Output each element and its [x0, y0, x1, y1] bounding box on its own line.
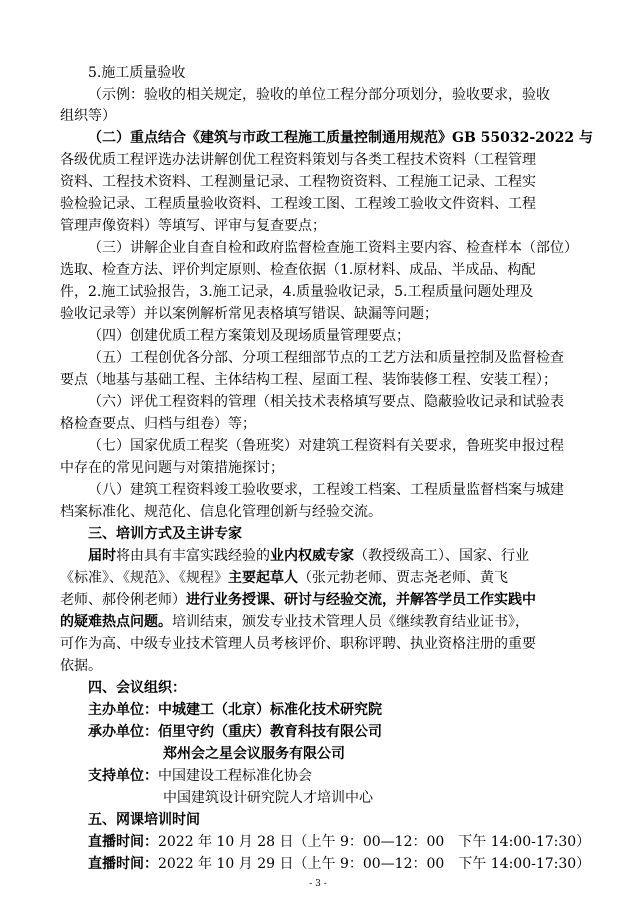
schedule-value: 2022 年 10 月 28 日（上午 9：00—12：00 下午 14:00-17:30）: [158, 834, 591, 850]
paragraph-line: （五）工程创优各分部、分项工程细部节点的工艺方法和质量控制及监督检查: [88, 350, 564, 366]
text-run: （教授级高工）、国家、行业: [354, 548, 529, 564]
paragraph-line: 要点（地基与基础工程、主体结构工程、屋面工程、装饰装修工程、安装工程）；: [60, 372, 557, 388]
organizer-value: 中城建工（北京）标准化技术研究院: [158, 702, 382, 718]
organizer-value-continued: 中国建筑设计研究院人才培训中心: [163, 790, 373, 806]
organizer-label: 支持单位：: [88, 768, 158, 784]
paragraph-line: 格检查要点、归档与组卷）等；: [60, 416, 256, 432]
paragraph-line: 验检验记录、工程质量验收资料、工程竣工图、工程竣工验收文件资料、工程: [60, 196, 536, 212]
paragraph-line: [60, 590, 550, 610]
organizer-value: 中国建设工程标准化协会: [158, 768, 312, 784]
paragraph-line: 管理声像资料）等填写、评审与复查要点；: [60, 218, 326, 234]
schedule-label: 直播时间：: [88, 856, 158, 872]
text-run: （张元勃老师、贾志尧老师、黄飞: [298, 570, 508, 586]
section-three-heading: 三、培训方式及主讲专家: [88, 526, 242, 542]
paragraph-line: 组织等）: [60, 108, 116, 124]
organizer-row: [88, 766, 578, 786]
schedule-row: [88, 854, 591, 874]
text-run: 具有丰富实践经验的: [144, 548, 270, 564]
organizer-row: [88, 722, 578, 742]
paragraph-line: 档案标准化、规范化、信息化管理创新与经验交流。: [60, 504, 382, 520]
paragraph-line: （三）讲解企业自查自检和政府监督检查施工资料主要内容、检查样本（部位）: [88, 240, 578, 256]
paragraph-line: 各级优质工程评选办法讲解创优工程资料策划与各类工程技术资料（工程管理: [60, 152, 536, 168]
paragraph-line: [88, 546, 578, 566]
paragraph-line: （四）创建优质工程方案策划及现场质量管理要点；: [88, 328, 410, 344]
text-run: 届时: [88, 548, 116, 564]
page-number: - 3 -: [309, 879, 327, 889]
paragraph-line: 资料、工程技术资料、工程测量记录、工程物资资料、工程施工记录、工程实: [60, 174, 536, 190]
section-two-heading: （二）重点结合《建筑与市政工程施工质量控制通用规范》GB 55032-2022 与: [88, 130, 594, 146]
text-run: 的疑难热点问题。: [60, 614, 172, 630]
organizer-label: 承办单位：: [88, 724, 158, 740]
schedule-label: 直播时间：: [88, 834, 158, 850]
text-run: 业内权威专家: [270, 548, 354, 564]
paragraph-line: 可作为高、中级专业技术管理人员考核评价、职称评聘、执业资格注册的重要: [60, 636, 536, 652]
paragraph-line: （示例：验收的相关规定，验收的单位工程分部分项划分，验收要求，验收: [88, 87, 550, 103]
schedule-value: 2022 年 10 月 29 日（上午 9：00—12：00 下午 14:00-17:30）: [158, 856, 591, 872]
text-run: 培训结束，颁发专业技术管理人员《继续教育结业证书》，: [172, 614, 529, 630]
section-four-heading: 四、会议组织：: [88, 680, 186, 696]
text-run: 进行业务授课、研讨与经验交流，并解答学员工作实践中: [186, 592, 536, 608]
paragraph-line: 验收记录等）并以案例解析常见表格填写错误、缺漏等问题；: [60, 306, 438, 322]
schedule-row: [88, 832, 591, 852]
organizer-row: [88, 700, 578, 720]
paragraph-line: [60, 612, 550, 632]
paragraph-line: 选取、检查方法、评价判定原则、检查依据（1.原材料、成品、半成品、构配: [60, 262, 536, 278]
organizer-value-continued: 郑州会之星会议服务有限公司: [163, 746, 345, 762]
text-run: 《标准》、《规范》、《规程》: [60, 570, 228, 586]
section-two-line: [88, 128, 594, 148]
paragraph-line: 中存在的常见问题与对策措施探讨；: [60, 460, 284, 476]
subsection-title: 5.施工质量验收: [88, 65, 186, 81]
organizer-value: 佰里守约（重庆）教育科技有限公司: [158, 724, 382, 740]
paragraph-line: （七）国家优质工程奖（鲁班奖）对建筑工程资料有关要求，鲁班奖申报过程: [88, 438, 564, 454]
paragraph-line: 依据。: [60, 658, 102, 674]
paragraph-line: [60, 568, 550, 588]
paragraph-line: 件，2.施工试验报告，3.施工记录，4.质量验收记录，5.工程质量问题处理及: [60, 284, 534, 300]
text-run: 主要起草人: [228, 570, 298, 586]
paragraph-line: （六）评优工程资料的管理（相关技术表格填写要点、隐蔽验收记录和试验表: [88, 394, 564, 410]
organizer-label: 主办单位：: [88, 702, 158, 718]
paragraph-line: （八）建筑工程资料竣工验收要求，工程竣工档案、工程质量监督档案与城建: [88, 482, 564, 498]
section-five-heading: 五、网课培训时间: [88, 812, 200, 828]
text-run: 将由: [116, 548, 144, 564]
text-run: 老师、郝伶俐老师）: [60, 592, 186, 608]
